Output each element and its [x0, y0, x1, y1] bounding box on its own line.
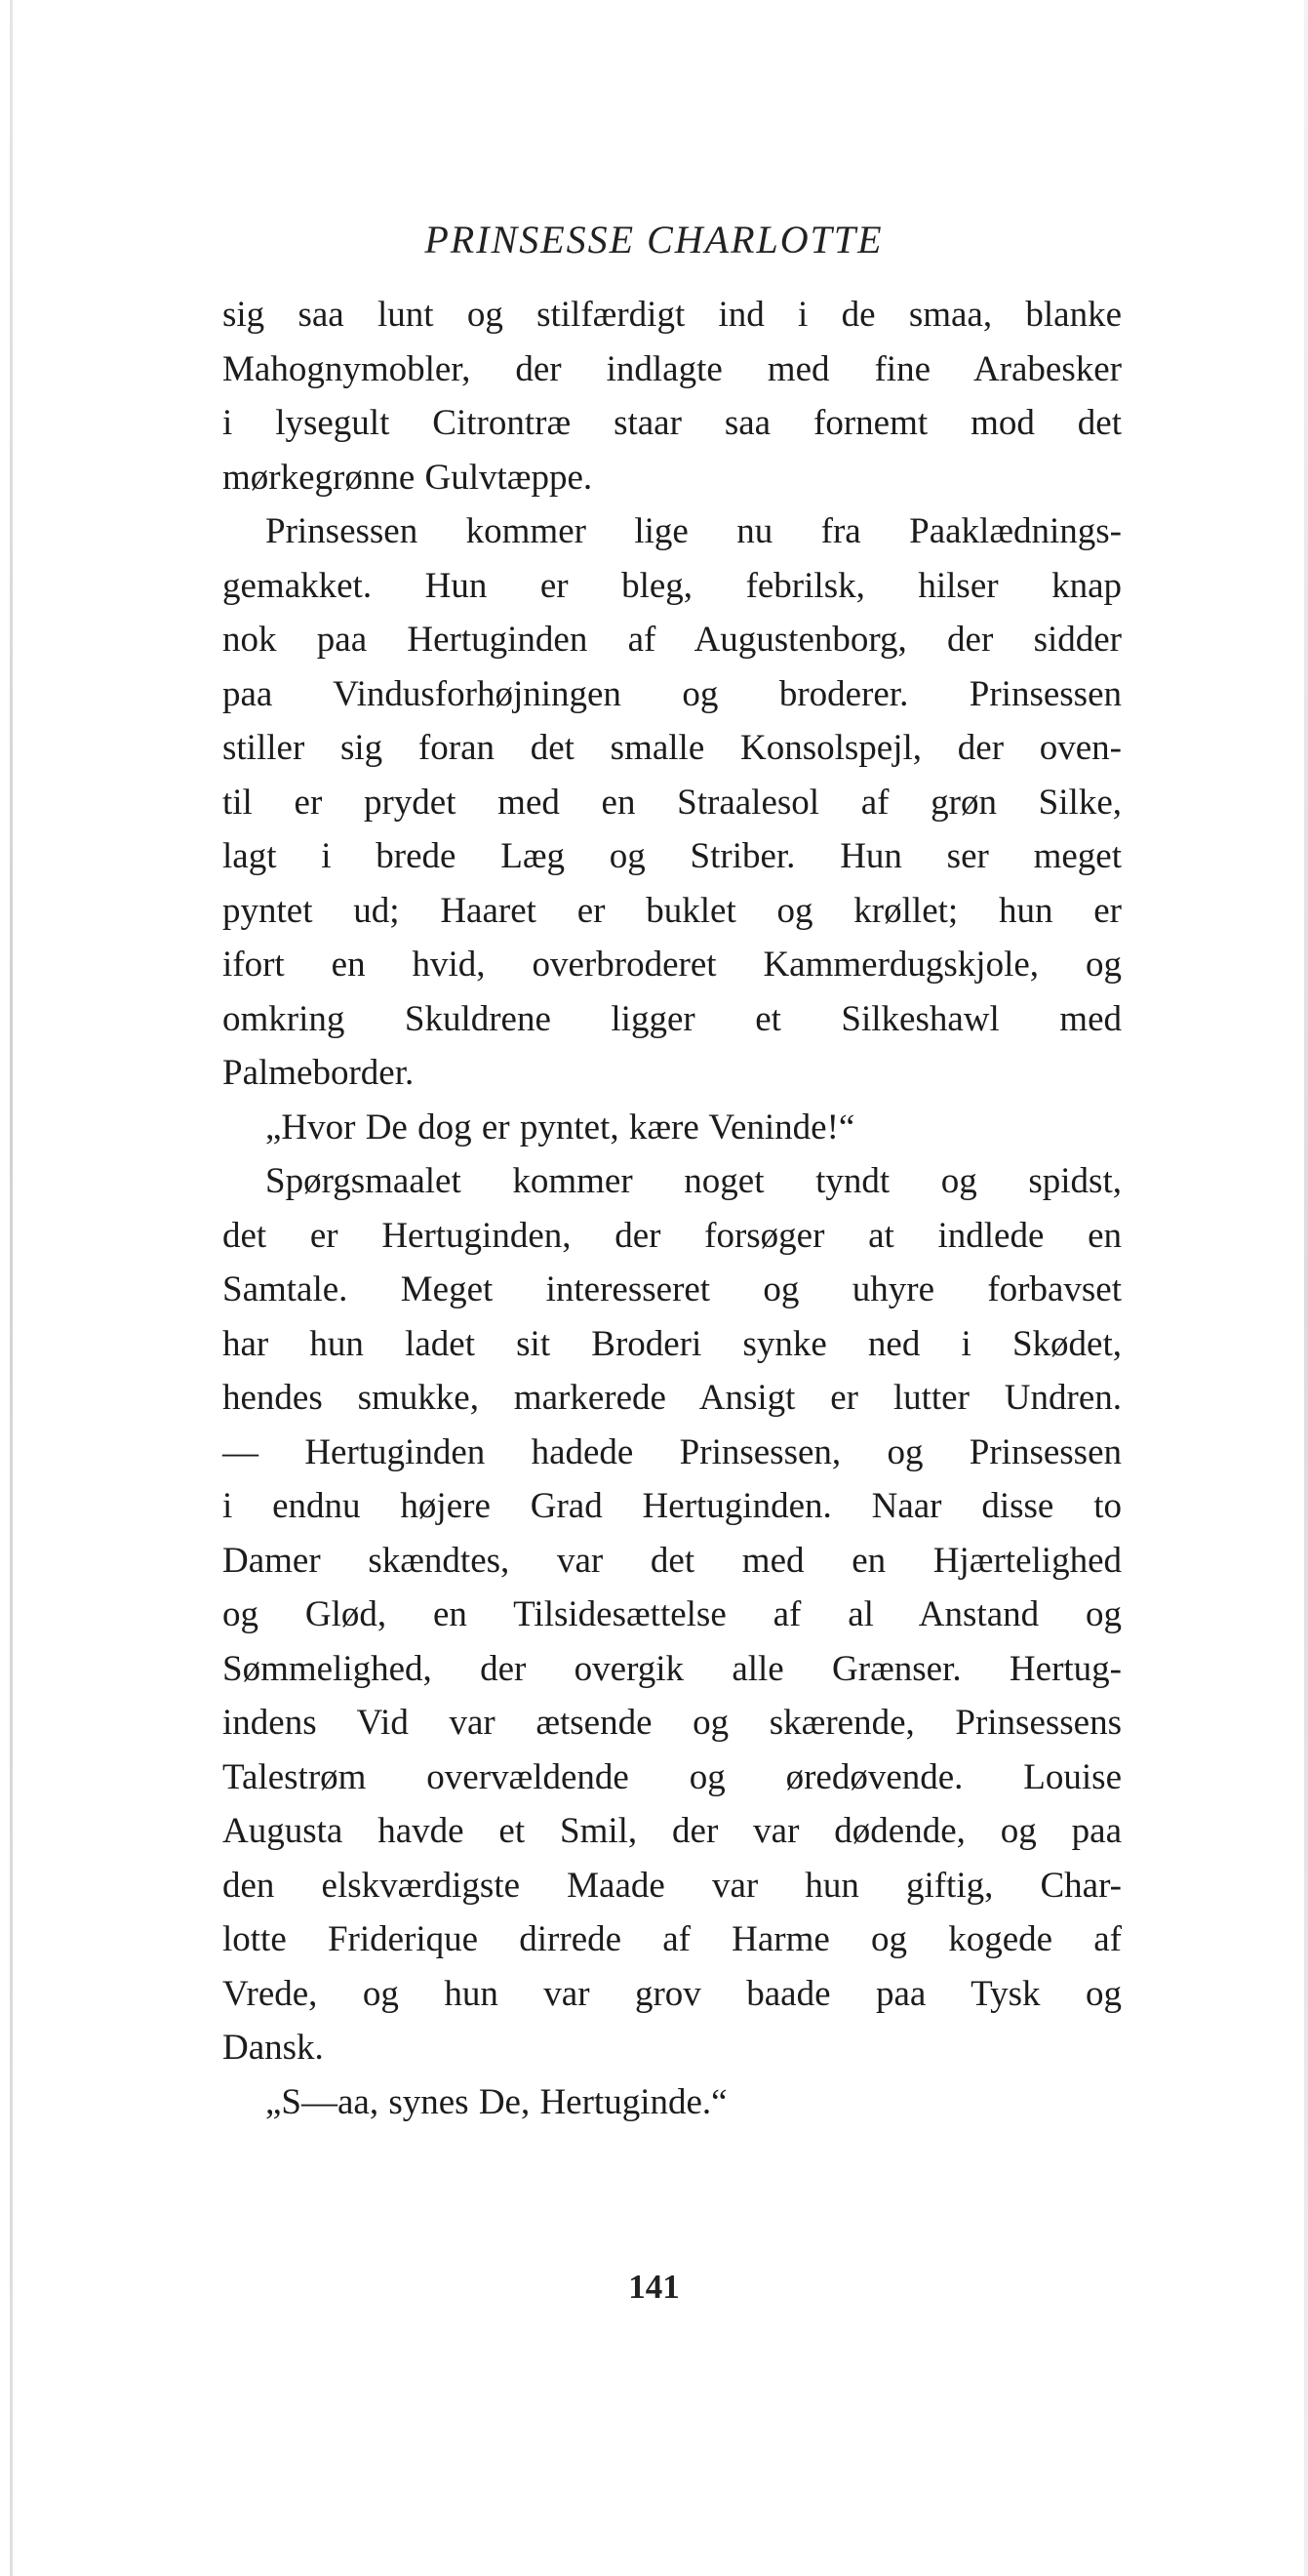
text-line: Samtale. Meget interesseret og uhyre forbavset	[222, 1269, 1122, 1309]
text-line: Damer skændtes, var det med en Hjærtelighed	[222, 1540, 1122, 1581]
text-line: lotte Friderique dirrede af Harme og kogede af	[222, 1919, 1122, 1959]
text-line: Sømmelighed, der overgik alle Grænser. Hertug-	[222, 1648, 1122, 1689]
text-line: omkring Skuldrene ligger et Silkeshawl med	[222, 998, 1122, 1039]
text-line: Spørgsmaalet kommer noget tyndt og spidst,	[265, 1161, 1122, 1201]
text-line: sig saa lunt og stilfærdigt ind i de smaa, blanke	[222, 295, 1122, 335]
text-line: indens Vid var ætsende og skærende, Prinsessens	[222, 1703, 1122, 1743]
text-line: lagt i brede Læg og Striber. Hun ser meget	[222, 836, 1122, 876]
body-text	[222, 288, 1122, 2129]
text-line: mørkegrønne Gulvtæppe.	[222, 457, 593, 498]
text-line: Dansk.	[222, 2028, 324, 2068]
text-line: „S—aa, synes De, Hertuginde.“	[265, 2081, 728, 2122]
text-line: Vrede, og hun var grov baade paa Tysk og	[222, 1973, 1122, 2014]
text-line: stiller sig foran det smalle Konsolspejl, der oven-	[222, 728, 1122, 768]
text-line: Augusta havde et Smil, der var dødende, og paa	[222, 1811, 1122, 1851]
text-line: hendes smukke, markerede Ansigt er lutter Undren.	[222, 1378, 1122, 1418]
text-line: har hun ladet sit Broderi synke ned i Skødet,	[222, 1323, 1122, 1364]
text-line: nok paa Hertuginden af Augustenborg, der sidder	[222, 620, 1122, 660]
text-line: Prinsessen kommer lige nu fra Paaklædnings-	[265, 511, 1122, 551]
page-number: 141	[628, 2268, 680, 2306]
text-line: det er Hertuginden, der forsøger at indlede en	[222, 1215, 1122, 1256]
running-head: PRINSESSE CHARLOTTE	[424, 218, 884, 262]
text-line: i lysegult Citrontræ staar saa fornemt mod det	[222, 403, 1122, 443]
text-line: paa Vindusforhøjningen og broderer. Prinsessen	[222, 673, 1122, 714]
page-edge-shadow-right	[1304, 0, 1308, 2576]
text-line: Talestrøm overvældende og øredøvende. Louise	[222, 1756, 1122, 1797]
text-line: i endnu højere Grad Hertuginden. Naar disse to	[222, 1486, 1122, 1526]
text-line: til er prydet med en Straalesol af grøn Silke,	[222, 782, 1122, 823]
text-line: Palmeborder.	[222, 1053, 415, 1093]
text-line: „Hvor De dog er pyntet, kære Veninde!“	[265, 1107, 855, 1147]
text-line: — Hertuginden hadede Prinsessen, og Prinsessen	[222, 1431, 1122, 1472]
text-line: gemakket. Hun er bleg, febrilsk, hilser knap	[222, 565, 1122, 606]
text-line: den elskværdigste Maade var hun giftig, Char-	[222, 1865, 1122, 1906]
page-edge-shadow-left	[10, 0, 13, 2576]
text-line: pyntet ud; Haaret er buklet og krøllet; hun er	[222, 890, 1122, 931]
text-line: Mahognymobler, der indlagte med fine Arabesker	[222, 348, 1122, 389]
text-line: og Glød, en Tilsidesættelse af al Anstand og	[222, 1594, 1122, 1634]
text-line: ifort en hvid, overbroderet Kammerdugskjole, og	[222, 945, 1122, 985]
